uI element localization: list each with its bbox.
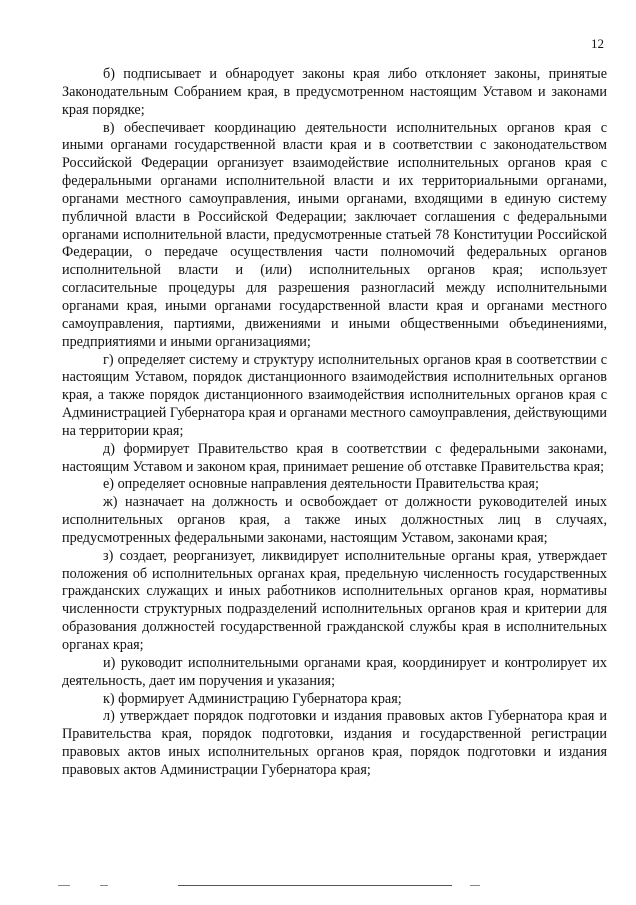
paragraph-zh: ж) назначает на должность и освобождает от должности руководителей иных исполнительных органов края, а также иных должностных лиц в случаях, предусмотренных федеральными законами, настоящим Уставом, законами края; [62,494,607,546]
page-number: 12 [591,36,604,51]
paragraph-g: г) определяет систему и структуру исполнительных органов края в соответствии с настоящим Уставом, порядок дистанционного взаимодействия исполнительных органов края, а также порядок дистанционного взаимодействия исполнительных органов края с Администрацией Губернатора края и органами местного самоуправления, действующими на территории края; [62,351,607,439]
paragraph-i: и) руководит исполнительными органами края, координирует и контролирует их деятельность, дает им поручения и указания; [62,654,607,689]
footer-scan-mark-left-2 [100,885,108,886]
footer-scan-mark-left [58,885,70,886]
document-body [62,66,607,780]
footer-scan-mark-right [470,885,480,886]
paragraph-d: д) формирует Правительство края в соответствии с федеральными законами, настоящим Уставом и законом края, принимает решение об отставке Правительства края; [62,440,607,475]
footer-rule [178,885,452,886]
paragraph-v: в) обеспечивает координацию деятельности исполнительных органов края с иными органами государственной власти края и в соответствии с законодательством Российской Федерации организует взаимодействие исполнительных органов края с федеральными органами исполнительной власти и их территориальными органами, органами местного самоуправления, иными органами, входящими в единую систему публичной власти в Российской Федерации; заключает соглашения с федеральными органами исполнительной власти, предусмотренные статьей 78 Конституции Российской Федерации, о передаче осуществления части полномочий федеральных органов исполнительной власти и (или) исполнительных органов края; использует согласительные процедуры для разрешения разногласий между исполнительными органами края, иными органами государственной власти края и органами местного самоуправления, партиями, движениями и иными общественными объединениями, предприятиями и иными организациями; [62,119,607,350]
paragraph-k: к) формирует Администрацию Губернатора края; [103,690,402,707]
paragraph-l: л) утверждает порядок подготовки и издания правовых актов Губернатора края и Правительства края, порядок подготовки, издания и государственной регистрации правовых актов иных исполнительных органов края, порядок подготовки и издания правовых актов Администрации Губернатора края; [62,708,607,778]
paragraph-z: з) создает, реорганизует, ликвидирует исполнительные органы края, утверждает положения об исполнительных органах края, предельную численность государственных гражданских служащих и иных работников исполнительных органов края, нормативы численности структурных подразделений исполнительных органов края и критерии для образования должностей государственной гражданской службы края в исполнительных органах края; [62,547,607,653]
paragraph-b: б) подписывает и обнародует законы края либо отклоняет законы, принятые Законодательным Собранием края, в предусмотренном настоящим Уставом и законами края порядке; [62,66,607,118]
paragraph-e: е) определяет основные направления деятельности Правительства края; [103,476,539,493]
